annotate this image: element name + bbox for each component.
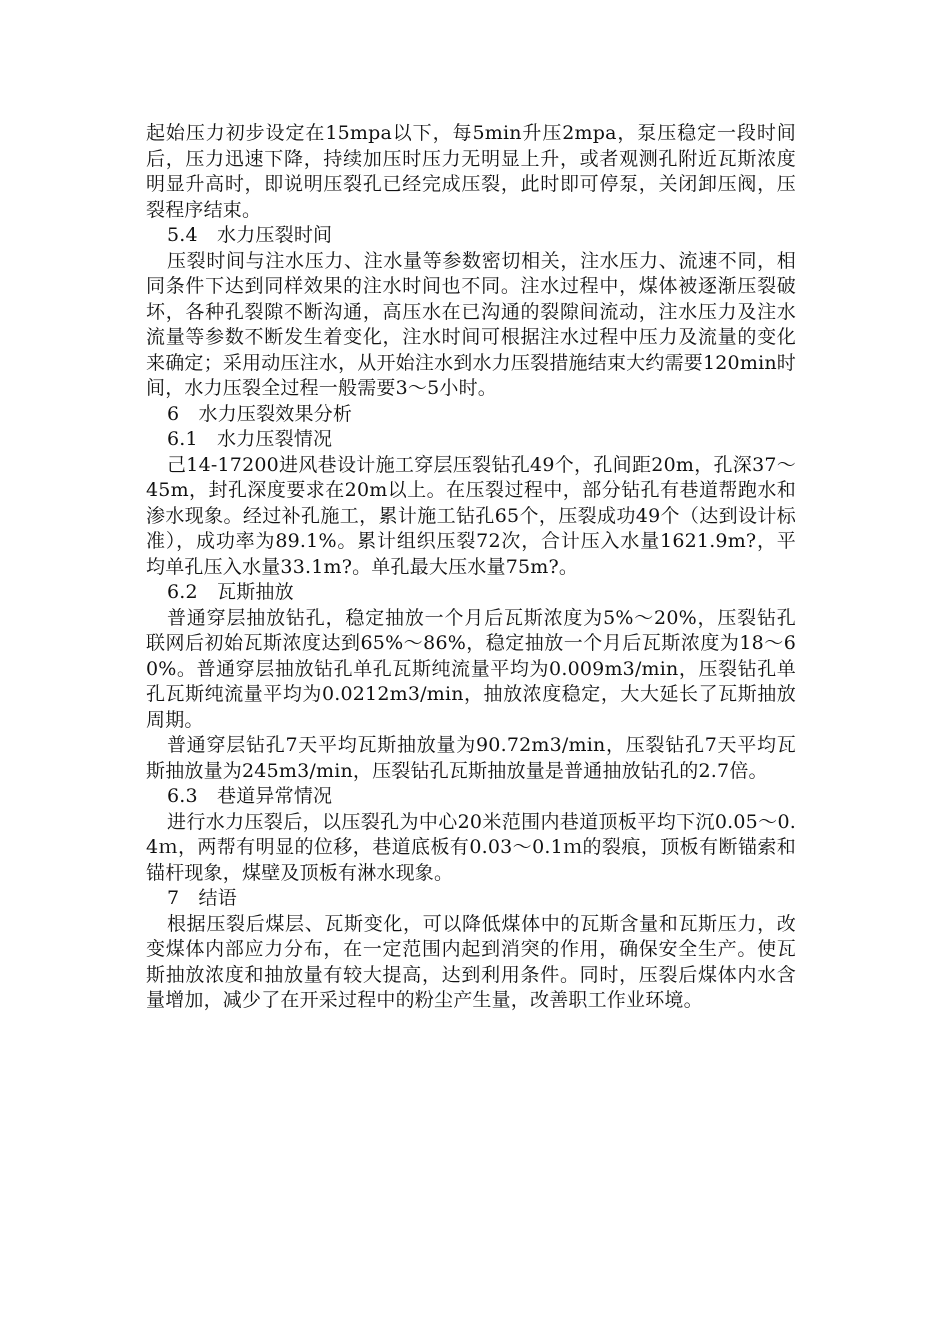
paragraph-roadway-anomaly: 进行水力压裂后，以压裂孔为中心20米范围内巷道顶板平均下沉0.05～0.4ｍ，两帮有明显的位移，巷道底板有0.03～0.1ｍ的裂痕，顶板有断锚索和锚杆现象，煤壁及顶板有淋水现象。 (146, 810, 796, 884)
paragraph-conclusion: 根据压裂后煤层、瓦斯变化，可以降低煤体中的瓦斯含量和瓦斯压力，改变煤体内部应力分布，在一定范围内起到消突的作用，确保安全生产。使瓦斯抽放浓度和抽放量有较大提高，达到利用条件。同时，压裂后煤体内水含量增加，减少了在开采过程中的粉尘产生量，改善职工作业环境。 (146, 912, 796, 1011)
paragraph-gas-drainage: 普通穿层抽放钻孔，稳定抽放一个月后瓦斯浓度为5%～20%，压裂钻孔联网后初始瓦斯浓度达到65%～86%，稳定抽放一个月后瓦斯浓度为18～60%。普通穿层抽放钻孔单孔瓦斯纯流量平均为0.009m3/min，压裂钻孔单孔瓦斯纯流量平均为0.0212m3/min，抽放浓度稳定，大大延长了瓦斯抽放周期。 (146, 606, 796, 731)
paragraph-fracturing-time: 压裂时间与注水压力、注水量等参数密切相关，注水压力、流速不同，相同条件下达到同样效果的注水时间也不同。注水过程中，煤体被逐渐压裂破坏，各种孔裂隙不断沟通，高压水在已沟通的裂隙间流动，注水压力及注水流量等参数不断发生着变化，注水时间可根据注水过程中压力及流量的变化来确定；采用动压注水，从开始注水到水力压裂措施结束大约需要120min时间，水力压裂全过程一般需要3～5小时。 (146, 249, 796, 399)
section-heading-6-2: 6.2 瓦斯抽放 (167, 581, 294, 603)
section-heading-5-4: 5.4 水力压裂时间 (167, 224, 333, 246)
paragraph-gas-drainage-volume: 普通穿层钻孔7天平均瓦斯抽放量为90.72m3/min，压裂钻孔7天平均瓦斯抽放量为245m3/min，压裂钻孔瓦斯抽放量是普通抽放钻孔的2.7倍。 (146, 734, 796, 782)
paragraph-pressure-setting: 起始压力初步设定在15mpa以下，每5min升压2mpa，泵压稳定一段时间后，压力迅速下降，持续加压时压力无明显上升，或者观测孔附近瓦斯浓度明显升高时，即说明压裂孔已经完成压裂，此时即可停泵，关闭卸压阀，压裂程序结束。 (146, 122, 796, 221)
section-heading-7: 7 结语 (167, 887, 237, 909)
section-heading-6-3: 6.3 巷道异常情况 (167, 785, 333, 807)
paragraph-fracturing-status: 己14-17200进风巷设计施工穿层压裂钻孔49个，孔间距20m，孔深37～45m，封孔深度要求在20m以上。在压裂过程中，部分钻孔有巷道帮跑水和渗水现象。经过补孔施工，累计施工钻孔65个，压裂成功49个（达到设计标准），成功率为89.1%。累计组织压裂72次，合计压入水量1621.9m?，平均单孔压入水量33.1m?。单孔最大压水量75m?。 (146, 453, 796, 578)
section-heading-6: 6 水力压裂效果分析 (167, 402, 353, 425)
document-body (146, 121, 796, 1014)
section-heading-6-1: 6.1 水力压裂情况 (167, 428, 333, 450)
